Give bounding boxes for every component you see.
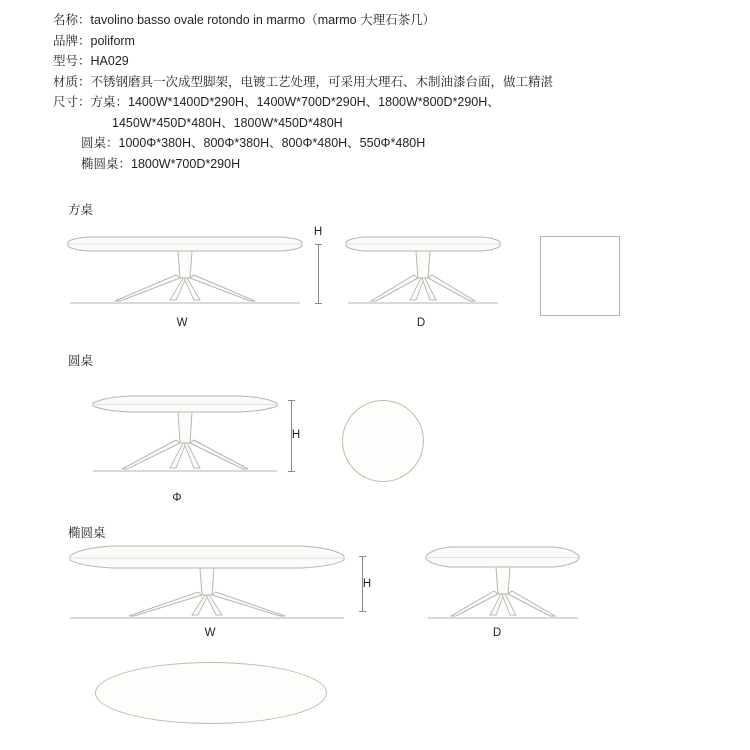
- spec-value-material: 不锈钢磨具一次成型脚架，电镀工艺处理，可采用大理石、木制油漆台面，做工精湛: [90, 74, 554, 89]
- spec-value-size-round: 圆桌：1000Φ*380H、800Φ*380H、800Φ*480H、550Φ*480H: [81, 136, 426, 150]
- square-table-width-label: W: [176, 317, 188, 329]
- square-table-depth-label: D: [416, 317, 426, 329]
- spec-value-size-square: 方桌：1400W*1400D*290H、1400W*700D*290H、1800W*800D*290H、: [90, 95, 500, 109]
- section-title-round-table: 圆桌: [68, 354, 94, 368]
- oval-table-plan-view: [95, 662, 327, 724]
- spec-row-name: [53, 10, 713, 31]
- spec-row-model: [53, 51, 713, 72]
- spec-value-model: HA029: [90, 54, 129, 68]
- section-title-oval-table: 椭圆桌: [68, 526, 106, 540]
- square-table-plan-view: [540, 236, 620, 316]
- spec-label-name: 名称：: [53, 13, 91, 27]
- square-table-height-label: H: [313, 226, 323, 238]
- spec-row-size-oval: [53, 154, 713, 175]
- round-table-height-dimension-bar: [291, 400, 292, 472]
- oval-table-front-view: [62, 540, 352, 630]
- spec-label-brand: 品牌：: [53, 33, 91, 48]
- spec-value-brand: poliform: [90, 33, 135, 48]
- spec-row-brand: [53, 31, 713, 52]
- spec-row-size-square-cont: [53, 113, 713, 134]
- spec-label-model: 型号：: [53, 54, 91, 68]
- oval-table-height-dimension-bar: [362, 556, 363, 612]
- spec-label-material: 材质：: [53, 74, 91, 89]
- round-table-front-view: [85, 393, 285, 483]
- round-table-height-label: H: [291, 429, 301, 441]
- square-table-height-dimension-bar: [318, 244, 319, 304]
- spec-row-size: [53, 92, 713, 113]
- square-table-side-view: [340, 230, 505, 315]
- spec-label-size: 尺寸：: [53, 95, 91, 109]
- oval-table-height-label: H: [362, 578, 372, 590]
- spec-value-size-oval: 椭圆桌：1800W*700D*290H: [81, 156, 241, 171]
- round-table-diameter-label: Φ: [172, 492, 182, 504]
- oval-table-depth-label: D: [492, 627, 502, 639]
- oval-table-side-view: [420, 540, 585, 630]
- spec-value-size-square-cont: 1450W*450D*480H、1800W*450D*480H: [112, 115, 343, 130]
- section-title-square-table: 方桌: [68, 203, 94, 217]
- round-table-plan-view: [342, 400, 424, 482]
- oval-table-width-label: W: [204, 627, 216, 639]
- spec-row-size-round: [53, 133, 713, 154]
- square-table-front-view: [60, 230, 310, 315]
- spec-value-name: tavolino basso ovale rotondo in marmo（marmo 大理石茶几）: [90, 13, 436, 27]
- specification-block: [53, 10, 713, 174]
- spec-row-material: [53, 72, 713, 93]
